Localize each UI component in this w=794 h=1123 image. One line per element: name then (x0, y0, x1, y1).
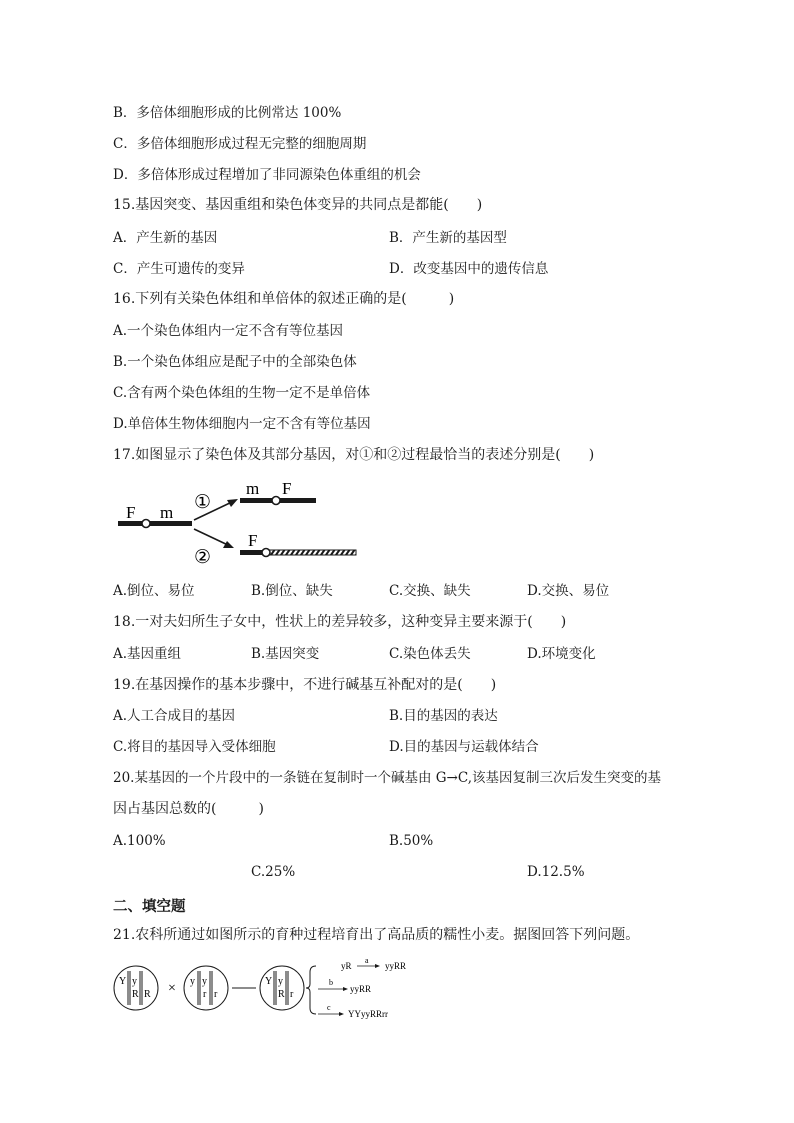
section-title: 二、填空题 (113, 898, 186, 915)
q17-option-b: B.倒位、缺失 (251, 583, 333, 599)
q20-option-a: A.100% (113, 833, 166, 849)
chromosome-diagram (110, 476, 370, 572)
label-b: b (329, 978, 333, 987)
result-centromere-1 (272, 497, 280, 505)
q18-option-b: B.基因突变 (251, 646, 320, 662)
left-gene-f: F (126, 503, 136, 522)
branch-b-output: yyRR (350, 984, 372, 994)
original-centromere (142, 520, 150, 528)
q16-option-c: C.含有两个染色体组的生物一定不是单倍体 (113, 385, 371, 401)
q17-stem: 17.如图显示了染色体及其部分基因，对①和②过程最恰当的表述分别是( ) (113, 447, 595, 463)
q14-option-c: C．多倍体细胞形成过程无完整的细胞周期 (113, 136, 367, 152)
branch-a-input: yR (341, 961, 352, 971)
arrow-head-2 (223, 541, 234, 548)
result-centromere-2 (262, 549, 270, 557)
process-1-label: ① (194, 492, 212, 513)
svg-text:Y: Y (265, 976, 273, 987)
q19-option-d: D.目的基因与运载体结合 (389, 739, 539, 755)
q14-option-b: B．多倍体细胞形成的比例常达 100% (113, 105, 342, 121)
q15-option-d: D．改变基因中的遗传信息 (389, 261, 549, 277)
svg-text:Y: Y (119, 976, 127, 987)
q18-stem: 18.一对夫妇所生子女中，性状上的差异较多，这种变异主要来源于( ) (113, 614, 567, 630)
q20-option-c: C.25% (251, 864, 296, 880)
q19-option-b: B.目的基因的表达 (389, 708, 498, 724)
q19-option-c: C.将目的基因导入受体细胞 (113, 739, 276, 755)
svg-text:R: R (144, 989, 151, 1000)
label-a: a (365, 956, 369, 965)
top-gene-m: m (246, 479, 260, 498)
q20-option-b: B.50% (389, 833, 434, 849)
cross-symbol: × (168, 981, 176, 996)
q17-option-a: A.倒位、易位 (113, 583, 195, 599)
svg-text:R: R (278, 989, 285, 1000)
translocated-segment (266, 550, 356, 555)
parent-cell-2 (184, 966, 228, 1010)
q20-stem-line-1: 20.某基因的一个片段中的一条链在复制时一个碱基由 G→C,该基因复制三次后发生突变的基 (113, 770, 661, 786)
bottom-gene-f: F (248, 531, 258, 550)
q16-option-a: A.一个染色体组内一定不含有等位基因 (113, 323, 344, 339)
q15-option-c: C．产生可遗传的变异 (113, 261, 245, 277)
breeding-diagram (110, 954, 430, 1024)
process-2-label: ② (194, 547, 212, 568)
q15-option-b: B．产生新的基因型 (389, 230, 507, 246)
branch-c-output: YYyyRRrr (348, 1009, 388, 1019)
q16-option-d: D.单倍体生物体细胞内一定不含有等位基因 (113, 416, 371, 432)
parent-cell-1 (114, 966, 158, 1010)
q18-option-d: D.环境变化 (527, 646, 596, 662)
q21-stem: 21.农科所通过如图所示的育种过程培育出了高品质的糯性小麦。据图回答下列问题。 (113, 927, 640, 943)
q18-option-a: A.基因重组 (113, 646, 182, 662)
svg-text:r: r (203, 989, 207, 1000)
svg-text:y: y (278, 976, 283, 987)
svg-text:r: r (214, 989, 218, 1000)
q16-stem: 16.下列有关染色体组和单倍体的叙述正确的是( ) (113, 291, 455, 307)
branch-a-output: yyRR (385, 961, 407, 971)
hybrid-cell (260, 966, 304, 1010)
q14-option-d: D．多倍体形成过程增加了非同源染色体重组的机会 (113, 167, 421, 183)
label-c: c (327, 1003, 331, 1012)
q15-option-a: A．产生新的基因 (113, 230, 218, 246)
svg-text:r: r (290, 989, 294, 1000)
svg-text:y: y (132, 976, 137, 987)
left-gene-m: m (160, 503, 174, 522)
svg-text:R: R (132, 989, 139, 1000)
q15-stem: 15.基因突变、基因重组和染色体变异的共同点是都能( ) (113, 197, 483, 213)
svg-text:y: y (202, 976, 207, 987)
q19-stem: 19.在基因操作的基本步骤中，不进行碱基互补配对的是( ) (113, 677, 497, 693)
q20-stem-line-2: 因占基因总数的( ) (113, 801, 264, 817)
q17-option-c: C.交换、缺失 (389, 583, 471, 599)
q18-option-c: C.染色体丢失 (389, 646, 471, 662)
q16-option-b: B.一个染色体组应是配子中的全部染色体 (113, 354, 357, 370)
q20-option-d: D.12.5% (527, 864, 585, 880)
q17-option-d: D.交换、易位 (527, 583, 610, 599)
branch-brace (306, 966, 316, 1014)
top-gene-f: F (282, 479, 292, 498)
svg-text:y: y (190, 976, 195, 987)
q19-option-a: A.人工合成目的基因 (113, 708, 236, 724)
